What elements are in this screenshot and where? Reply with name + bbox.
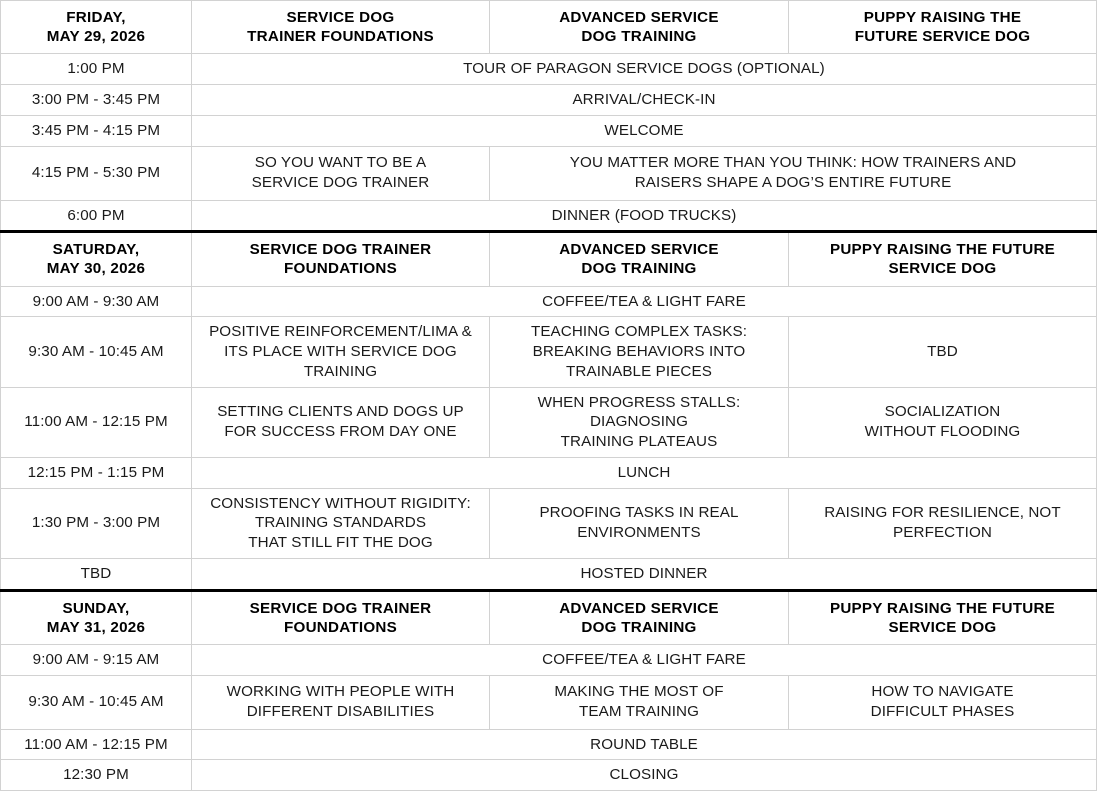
track-header-line2: DOG TRAINING	[581, 28, 697, 46]
track-header-puppy-saturday	[789, 232, 1097, 286]
session-title-allcolumns: LUNCH	[192, 457, 1097, 488]
day-date: MAY 31, 2026	[46, 618, 146, 636]
session-title-advanced: MAKING THE MOST OF TEAM TRAINING	[490, 675, 789, 729]
track-header-advanced-friday	[490, 1, 789, 54]
session-title-allcolumns: HOSTED DINNER	[192, 558, 1097, 590]
session-time: TBD	[1, 558, 192, 590]
track-header-line2: DOG TRAINING	[581, 618, 697, 636]
track-header-foundations-saturday	[192, 232, 490, 286]
day-header-friday	[1, 1, 1097, 54]
session-title-puppy: SOCIALIZATION WITHOUT FLOODING	[789, 387, 1097, 457]
track-header-line1: ADVANCED SERVICE	[559, 241, 719, 259]
track-header-line1: SERVICE DOG TRAINER	[249, 241, 432, 259]
session-time: 12:30 PM	[1, 760, 192, 791]
session-time: 9:30 AM - 10:45 AM	[1, 675, 192, 729]
table-row	[1, 387, 1097, 457]
day-name: SATURDAY,	[52, 241, 140, 259]
track-header-line2: SERVICE DOG	[888, 260, 997, 278]
table-row	[1, 729, 1097, 760]
table-row	[1, 286, 1097, 317]
session-title-foundations: WORKING WITH PEOPLE WITH DIFFERENT DISABILITIES	[192, 675, 490, 729]
day-name: SUNDAY,	[62, 599, 130, 617]
track-header-line1: PUPPY RAISING THE FUTURE	[829, 241, 1056, 259]
table-row	[1, 200, 1097, 232]
track-header-puppy-friday	[789, 1, 1097, 54]
session-time: 12:15 PM - 1:15 PM	[1, 457, 192, 488]
day-date: MAY 29, 2026	[46, 28, 146, 46]
track-header-line1: ADVANCED SERVICE	[559, 599, 719, 617]
day-header-saturday	[1, 232, 1097, 286]
session-time: 3:00 PM - 3:45 PM	[1, 85, 192, 116]
day-title-friday	[1, 1, 192, 54]
day-title-saturday	[1, 232, 192, 286]
session-title-puppy: HOW TO NAVIGATE DIFFICULT PHASES	[789, 675, 1097, 729]
track-header-foundations-sunday	[192, 590, 490, 644]
session-time: 9:30 AM - 10:45 AM	[1, 317, 192, 387]
session-title-allcolumns: CLOSING	[192, 760, 1097, 791]
track-header-line2: DOG TRAINING	[581, 260, 697, 278]
track-header-line2: FUTURE SERVICE DOG	[854, 28, 1031, 46]
session-time: 11:00 AM - 12:15 PM	[1, 729, 192, 760]
track-header-line1: SERVICE DOG TRAINER	[249, 599, 432, 617]
session-title-allcolumns: DINNER (FOOD TRUCKS)	[192, 200, 1097, 232]
table-row	[1, 115, 1097, 146]
table-row	[1, 457, 1097, 488]
track-header-line2: SERVICE DOG	[888, 618, 997, 636]
track-header-advanced-saturday	[490, 232, 789, 286]
session-time: 1:30 PM - 3:00 PM	[1, 488, 192, 558]
table-row	[1, 488, 1097, 558]
day-name: FRIDAY,	[66, 9, 126, 26]
track-header-puppy-sunday	[789, 590, 1097, 644]
table-row	[1, 644, 1097, 675]
table-row	[1, 85, 1097, 116]
session-title-advanced: TEACHING COMPLEX TASKS: BREAKING BEHAVIORS INTO TRAINABLE PIECES	[490, 317, 789, 387]
track-header-line1: PUPPY RAISING THE	[863, 9, 1022, 26]
table-row	[1, 54, 1097, 85]
session-time: 11:00 AM - 12:15 PM	[1, 387, 192, 457]
session-time: 9:00 AM - 9:15 AM	[1, 644, 192, 675]
table-row	[1, 317, 1097, 387]
track-header-line1: SERVICE DOG	[286, 9, 395, 26]
track-header-line1: PUPPY RAISING THE FUTURE	[829, 599, 1056, 617]
session-title-allcolumns: ARRIVAL/CHECK-IN	[192, 85, 1097, 116]
session-time: 1:00 PM	[1, 54, 192, 85]
session-title-advanced: PROOFING TASKS IN REAL ENVIRONMENTS	[490, 488, 789, 558]
session-time: 3:45 PM - 4:15 PM	[1, 115, 192, 146]
session-title-foundations: CONSISTENCY WITHOUT RIGIDITY: TRAINING STANDARDS THAT STILL FIT THE DOG	[192, 488, 490, 558]
day-date: MAY 30, 2026	[46, 260, 146, 278]
track-header-line2: FOUNDATIONS	[284, 260, 397, 278]
session-time: 9:00 AM - 9:30 AM	[1, 286, 192, 317]
session-title-advanced-and-puppy: YOU MATTER MORE THAN YOU THINK: HOW TRAINERS AND RAISERS SHAPE A DOG’S ENTIRE FUTURE	[490, 146, 1097, 200]
day-header-sunday	[1, 590, 1097, 644]
session-title-allcolumns: COFFEE/TEA & LIGHT FARE	[192, 644, 1097, 675]
session-title-allcolumns: ROUND TABLE	[192, 729, 1097, 760]
table-row	[1, 675, 1097, 729]
table-row	[1, 558, 1097, 590]
session-time: 6:00 PM	[1, 200, 192, 232]
session-time: 4:15 PM - 5:30 PM	[1, 146, 192, 200]
track-header-line2: FOUNDATIONS	[284, 618, 397, 636]
track-header-foundations-friday	[192, 1, 490, 54]
session-title-foundations: SO YOU WANT TO BE A SERVICE DOG TRAINER	[192, 146, 490, 200]
table-row	[1, 760, 1097, 791]
session-title-allcolumns: COFFEE/TEA & LIGHT FARE	[192, 286, 1097, 317]
day-title-sunday	[1, 590, 192, 644]
track-header-line2: TRAINER FOUNDATIONS	[247, 28, 434, 46]
session-title-foundations: POSITIVE REINFORCEMENT/LIMA & ITS PLACE WITH SERVICE DOG TRAINING	[192, 317, 490, 387]
session-title-foundations: SETTING CLIENTS AND DOGS UP FOR SUCCESS FROM DAY ONE	[192, 387, 490, 457]
table-row	[1, 146, 1097, 200]
track-header-advanced-sunday	[490, 590, 789, 644]
session-title-puppy: RAISING FOR RESILIENCE, NOT PERFECTION	[789, 488, 1097, 558]
schedule-body	[1, 1, 1097, 791]
track-header-line1: ADVANCED SERVICE	[559, 9, 719, 26]
session-title-allcolumns: TOUR OF PARAGON SERVICE DOGS (OPTIONAL)	[192, 54, 1097, 85]
session-title-allcolumns: WELCOME	[192, 115, 1097, 146]
session-title-puppy: TBD	[789, 317, 1097, 387]
session-title-advanced: WHEN PROGRESS STALLS: DIAGNOSING TRAINING PLATEAUS	[490, 387, 789, 457]
